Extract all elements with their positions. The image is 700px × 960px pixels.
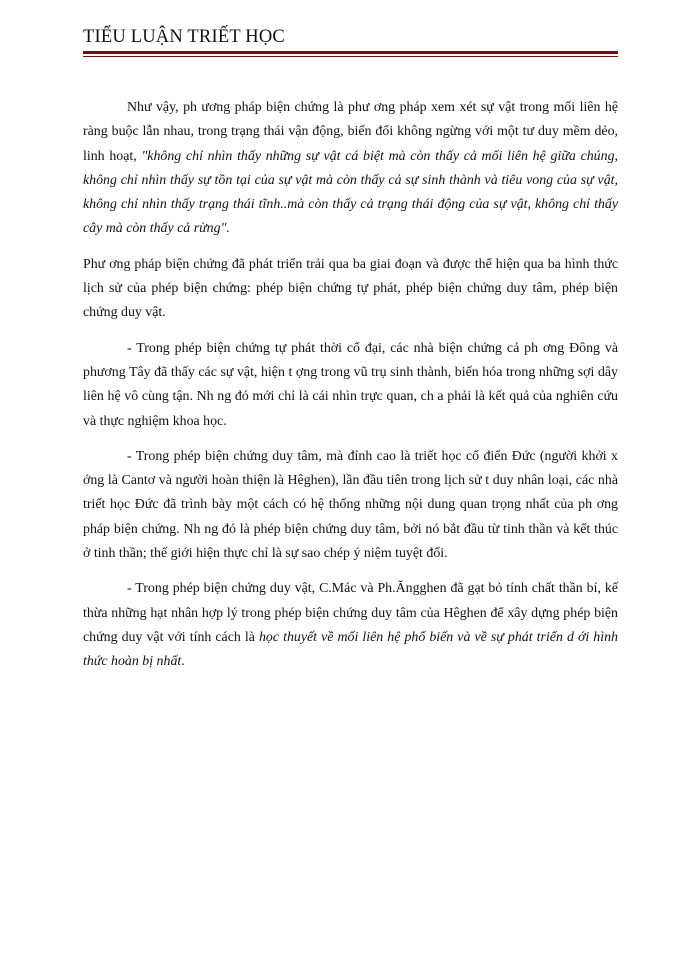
emphasized-text: học thuyết về mối liên hệ phổ biến và về sự phát triển d ới hình thức hoàn bị nhất xyxy=(83,629,618,670)
paragraph xyxy=(83,445,618,566)
paragraph-text: Như vậy, ph ương pháp biện chứng là phư ơng pháp xem xét sự vật trong mối liên hệ ràng buộc lẫn nhau, trong trạng thái vận động, biến đổi không ngừng với một tư duy mềm dẻo, linh hoạt, xyxy=(83,100,618,164)
paragraph-text: Phư ơng pháp biện chứng đã phát triển trải qua ba giai đoạn và được thể hiện qua ba hình thức lịch sử của phép biện chứng: phép biện chứng tự phát, phép biện chứng duy tâm, phép biện chứng duy vật. xyxy=(83,256,618,321)
paragraph-text: - Trong phép biện chứng duy vật, C.Mác và Ph.Ăngghen đã gạt bỏ tính chất thần bí, kế thừa những hạt nhân hợp lý trong phép biện chứng duy tâm của Hêghen để xây dựng phép biện chứng duy vật với tính cách là xyxy=(83,581,618,645)
paragraph xyxy=(83,337,618,434)
document-body xyxy=(83,96,618,686)
page-header xyxy=(83,26,618,57)
quoted-text: "không chỉ nhìn thấy những sự vật cá biệt mà còn thấy cả mối liên hệ giữa chúng, không chỉ nhìn thấy sự tồn tại của sự vật mà còn thấy cả sự sinh thành và tiêu vong của sự vật, không chỉ nhìn thấy trạng thái tĩnh..mà còn thấy cả trạng thái động của sự vật, không chỉ thấy cây mà còn thấy cả rừng". xyxy=(83,148,618,237)
paragraph-text: - Trong phép biện chứng duy tâm, mà đỉnh cao là triết học cổ điển Đức (người khởi x ớng là Cantơ và người hoàn thiện là Hêghen), lần đầu tiên trong lịch sử t duy nhân loại, các nhà triết học Đức đã trình bày một cách có hệ thống những nội dung quan trọng nhất của ph ơng pháp biện chứng. Nh ng đó là phép biện chứng duy tâm, bởi nó bắt đầu từ tinh thần và kết thúc ở tinh thần; thế giới hiện thực chỉ là sự sao chép ý niệm tuyệt đối. xyxy=(83,448,618,562)
paragraph xyxy=(83,96,618,242)
paragraph xyxy=(83,577,618,674)
paragraph xyxy=(83,253,618,326)
document-title: TIỂU LUẬN TRIẾT HỌC xyxy=(83,27,285,47)
header-rule xyxy=(83,51,618,54)
paragraph-text: - Trong phép biện chứng tự phát thời cổ đại, các nhà biện chứng cả ph ơng Đông và phương Tây đã thấy các sự vật, hiện t ợng trong vũ trụ sinh thành, biến hóa trong những sợi dây liên hệ vô cùng tận. Nh ng đó mới chỉ là cái nhìn trực quan, ch a phải là kết quả của nghiên cứu và thực nghiệm khoa học. xyxy=(83,340,618,429)
paragraph-text: . xyxy=(181,654,185,670)
header-rule-thin xyxy=(83,56,618,57)
